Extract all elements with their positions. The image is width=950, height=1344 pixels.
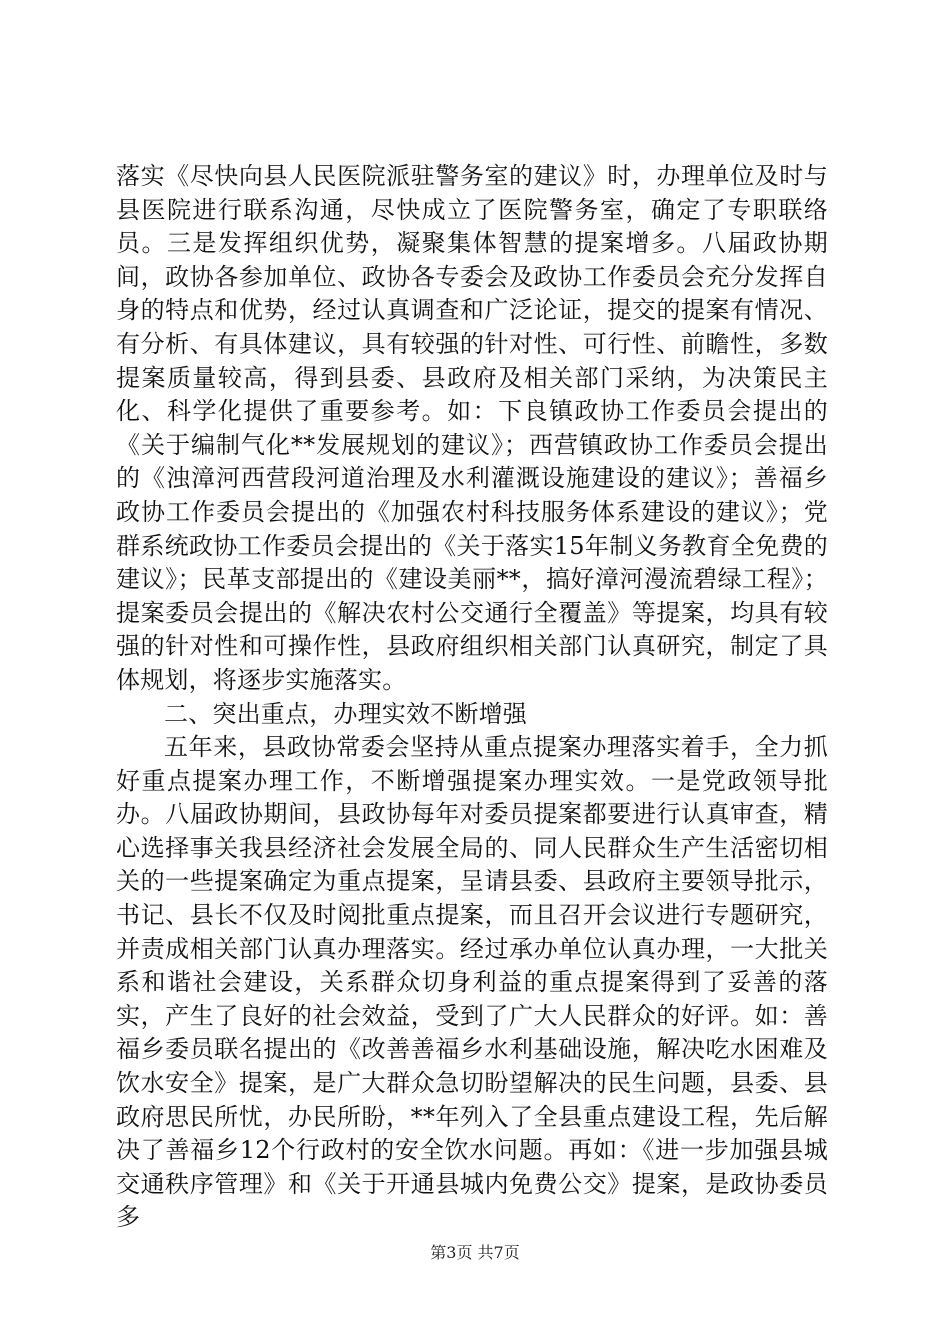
paragraph-continued: 落实《尽快向县人民医院派驻警务室的建议》时，办理单位及时与县医院进行联系沟通，尽快成立了医院警务室，确定了专职联络员。三是发挥组织优势，凝聚集体智慧的提案增多。八届政协期间，政协各参加单位、政协各专委会及政协工作委员会充分发挥自身的特点和优势，经过认真调查和广泛论证，提交的提案有情况、有分析、有具体建议，具有较强的针对性、可行性、前瞻性，多数提案质量较高，得到县委、县政府及相关部门采纳，为决策民主化、科学化提供了重要参考。如：下良镇政协工作委员会提出的《关于编制气化**发展规划的建议》；西营镇政协工作委员会提出的《浊漳河西营段河道治理及水利灌溉设施建设的建议》；善福乡政协工作委员会提出的《加强农村科技服务体系建设的建议》；党群系统政协工作委员会提出的《关于落实15年制义务教育全免费的建议》；民革支部提出的《建设美丽**，搞好漳河漫流碧绿工程》；提案委员会提出的《解决农村公交通行全覆盖》等提案，均具有较强的针对性和可操作性，县政府组织相关部门认真研究，制定了具体规划，将逐步实施落实。 <box>116 162 828 694</box>
paragraph-key-proposals: 五年来，县政协常委会坚持从重点提案办理落实着手，全力抓好重点提案办理工作，不断增强提案办理实效。一是党政领导批办。八届政协期间，县政协每年对委员提案都要进行认真审查，精心选择事关我县经济社会发展全局的、同人民群众生产生活密切相关的一些提案确定为重点提案，呈请县委、县政府主要领导批示，书记、县长不仅及时阅批重点提案，而且召开会议进行专题研究，并责成相关部门认真办理落实。经过承办单位认真办理，一大批关系和谐社会建设，关系群众切身利益的重点提案得到了妥善的落实，产生了良好的社会效益，受到了广大人民群众的好评。如：善福乡委员联名提出的《改善善福乡水利基础设施，解决吃水困难及饮水安全》提案，是广大群众急切盼望解决的民生问题，县委、县政府思民所忧，办民所盼，**年列入了全县重点建设工程，先后解决了善福乡12个行政村的安全饮水问题。再如：《进一步加强县城交通秩序管理》和《关于开通县城内免费公交》提案，是政协委员多 <box>116 733 828 1232</box>
section-heading: 二、突出重点，办理实效不断增强 <box>164 699 527 728</box>
document-body <box>116 160 828 1235</box>
page-footer <box>0 1243 950 1263</box>
page-number-label: 第3页 共7页 <box>430 1243 520 1262</box>
